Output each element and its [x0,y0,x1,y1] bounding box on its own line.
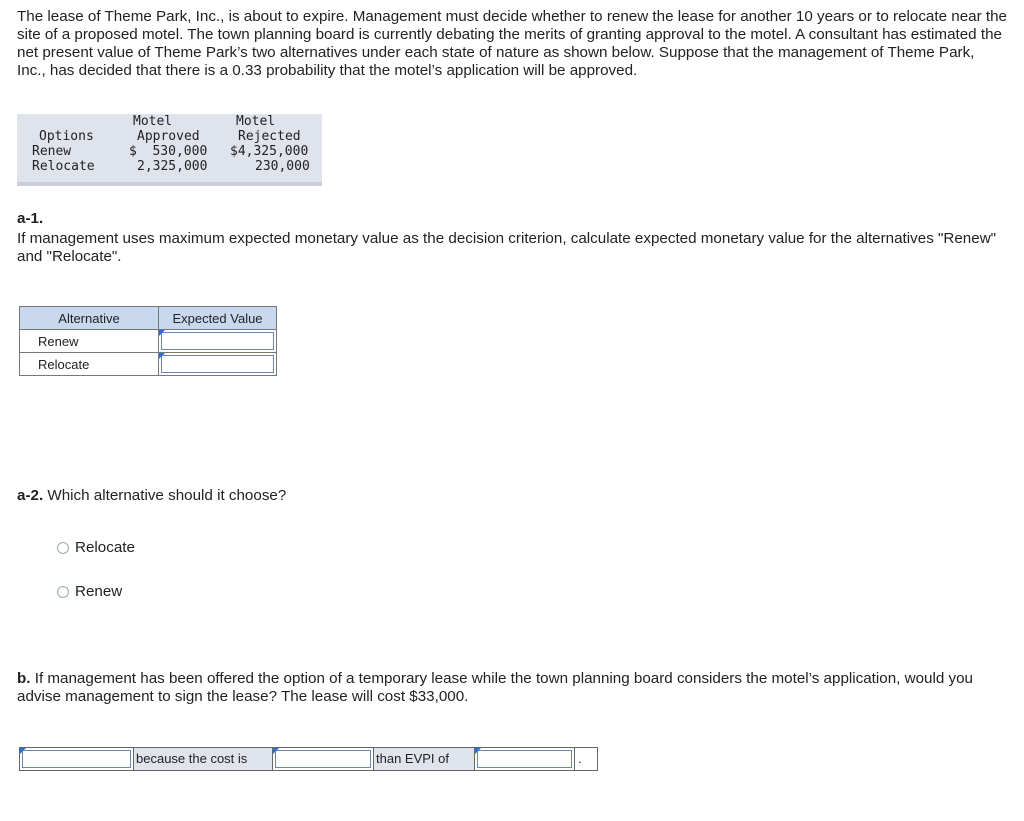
dropdown-flag-icon [273,748,279,754]
header-rejected-line1: Motel [236,114,276,129]
radio-renew-label: Renew [75,583,123,600]
col-header-alternative: Alternative [20,307,159,330]
intro-paragraph: The lease of Theme Park, Inc., is about to expire. Management must decide whether to renew the lease for another 10 years or to relocate near the site of a proposed motel. The town planning board is currently debating the merits of granting approval to the motel. A consultant has estimated the net present value of Theme Park’s two alternatives under each state of nature as shown below. Suppose that the management of Theme Park, Inc., has decided that there is a 0.33 probability that the motel’s application will be approved. [17,8,1007,79]
input-flag-icon [159,330,165,336]
b-evpi-text: than EVPI of [374,748,475,770]
problem-intro [17,8,1007,80]
a2-question [17,487,286,505]
radio-relocate-label: Relocate [75,539,135,556]
table-row [20,330,277,353]
a2-text: Which alternative should it choose? [43,487,287,504]
radio-renew[interactable] [57,583,122,600]
relocate-ev-input[interactable] [159,353,277,376]
renew-ev-input[interactable] [159,330,277,353]
b-answer-row [19,747,598,771]
radio-circle-icon[interactable] [57,586,69,598]
row-renew-rejected: $4,325,000 [230,144,309,159]
a2-label: a-2. [17,487,44,504]
header-rejected-line2: Rejected [238,129,301,144]
row-relocate-rejected: 230,000 [255,159,310,174]
b-advice-dropdown[interactable] [20,748,134,770]
b-question [17,670,1007,706]
header-approved-line1: Motel [133,114,173,129]
b-evpi-input[interactable] [475,748,575,770]
input-flag-icon [159,353,165,359]
col-header-expected-value: Expected Value [159,307,277,330]
a1-label: a-1. [17,210,44,227]
header-approved-line2: Approved [137,129,200,144]
b-period: . [578,751,582,766]
row-renew-option: Renew [32,144,72,159]
row-label-relocate: Relocate [20,353,159,376]
expected-value-table [19,306,277,376]
row-renew-approved: $ 530,000 [129,144,208,159]
b-label: b. [17,670,31,687]
row-relocate-approved: 2,325,000 [137,159,208,174]
row-relocate-option: Relocate [32,159,95,174]
header-options: Options [39,129,94,144]
dropdown-flag-icon [20,748,26,754]
a1-text: If management uses maximum expected monetary value as the decision criterion, calculate expected monetary value for the alternatives "Renew" and "Relocate". [17,230,997,265]
row-label-renew: Renew [20,330,159,353]
b-comparison-dropdown[interactable] [273,748,374,770]
table-row [20,353,277,376]
input-flag-icon [475,748,481,754]
radio-circle-icon[interactable] [57,542,69,554]
radio-relocate[interactable] [57,539,135,556]
b-because-text: because the cost is [134,748,273,770]
payoff-table [17,114,322,186]
b-text: If management has been offered the option of a temporary lease while the town planning board considers the motel’s application, would you advise management to sign the lease? The lease will cost $33,000. [17,670,973,705]
